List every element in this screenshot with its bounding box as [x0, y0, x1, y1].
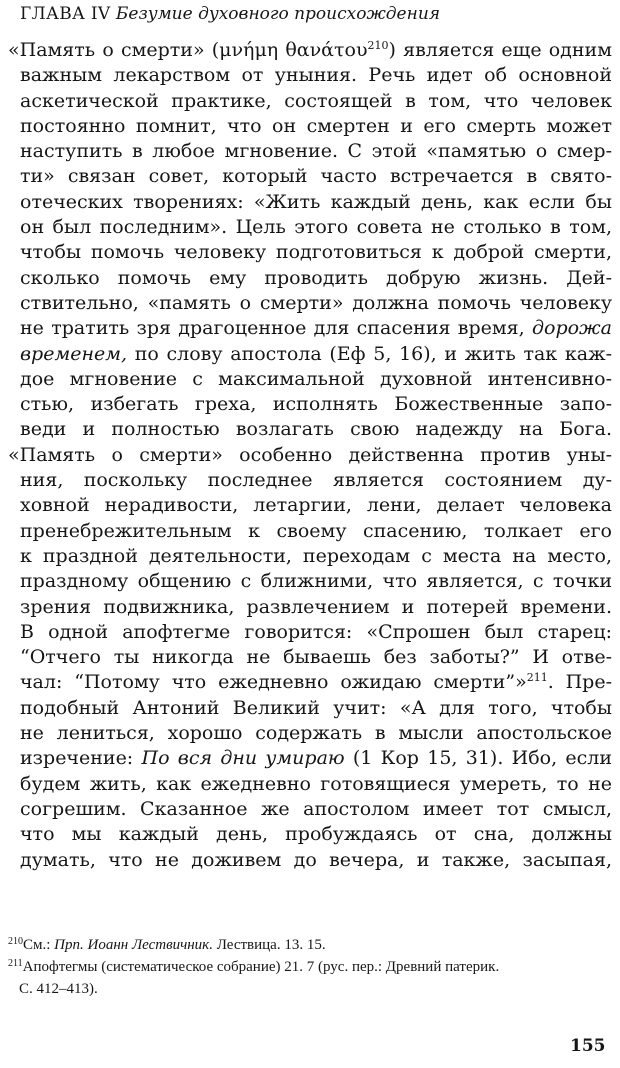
- footnotes: [8, 934, 612, 1000]
- text-line: чтобы помочь человеку подготовиться к доброй смерти,: [20, 241, 612, 264]
- text-line: будем жить, как ежедневно готовящиеся умереть, то не: [20, 772, 612, 795]
- text-line: сколько помочь ему проводить добрую жизнь. Дей-: [20, 266, 612, 289]
- text-line: думать, что не доживем до вечера, и также, засыпая,: [20, 848, 612, 871]
- text-line: временем, по слову апостола (Еф 5, 16), и жить так каж-: [20, 342, 612, 365]
- chapter-subtitle: Безумие духовного происхождения: [115, 4, 441, 24]
- text-line: подобный Антоний Великий учит: «А для того, чтобы: [20, 696, 612, 719]
- body-text: [8, 38, 612, 873]
- text-line: В одной апофтегме говорится: «Спрошен был старец:: [20, 620, 612, 643]
- text-line: зрения подвижника, развлечением и потерей времени.: [20, 595, 612, 618]
- text-line: что мы каждый день, пробуждаясь от сна, должны: [20, 823, 612, 846]
- note-ref: 210: [367, 39, 389, 52]
- text-line: веди и полностью возлагать свою надежду на Бога.: [20, 418, 612, 441]
- text-line: ния, поскольку последнее является состоянием ду-: [20, 469, 612, 492]
- text-line: согрешим. Сказанное же апостолом имеет тот смысл,: [20, 797, 612, 820]
- note-ref: 211: [526, 671, 548, 685]
- italic-phrase: временем,: [20, 342, 128, 365]
- text-line: дое мгновение с максимальной духовной интенсивно-: [20, 367, 612, 390]
- text-line: стью, избегать греха, исполнять Божественные запо-: [20, 393, 612, 416]
- text-line: не лениться, хорошо содержать в мысли апостольское: [20, 722, 612, 745]
- text-line: «Память о смерти» особенно действенна против уны-: [8, 443, 612, 466]
- footnote-211: $^{211}$Апофтегмы (систематическое собрание) 21. 7 (рус. пер.: Древний патерик.: [8, 958, 500, 975]
- text-line: аскетической практике, состоящей в том, что человек: [20, 89, 612, 112]
- page-number: 155: [570, 1036, 606, 1056]
- text-line: ховной нерадивости, летаргии, лени, делает человека: [20, 494, 612, 517]
- text-line: “Отчего ты никогда не бываешь без заботы?” И отве-: [20, 646, 612, 669]
- text-line: не тратить зря драгоценное для спасения время, дорожа: [20, 317, 612, 340]
- italic-phrase: дорожа: [531, 317, 612, 340]
- text-line: постоянно помнит, что он смертен и его смерть может: [20, 114, 612, 137]
- text-line: ствительно, «память о смерти» должна помочь человеку: [20, 291, 612, 314]
- footnote-211-continuation: С. 412–413).: [19, 981, 98, 997]
- text-line: пренебрежительным к своему спасению, толкает его: [20, 519, 612, 542]
- text-line: «Память о смерти» (μνήμη θανάτου$^{210}$) является еще одним: [8, 39, 612, 61]
- text-line: важным лекарством от уныния. Речь идет об основной: [20, 64, 612, 87]
- running-header: [20, 2, 610, 26]
- italic-phrase: По вся дни умираю: [141, 747, 345, 770]
- text-line: праздному общению с ближними, что является, с точки: [20, 570, 612, 593]
- text-line: наступить в любое мгновение. С этой «памятью о смер-: [20, 140, 612, 163]
- text-line: чал: “Потому что ежедневно ожидаю смерти”»$^{211}$. Пре-: [20, 671, 613, 694]
- text-line: отеческих творениях: «Жить каждый день, как если бы: [20, 190, 612, 213]
- text-line: изречение: По вся дни умираю (1 Кор 15, 31). Ибо, если: [20, 747, 612, 770]
- footnote-210: $^{210}$См.: Прп. Иоанн Лествичник. Лествица. 13. 15.: [8, 936, 326, 953]
- text-line: к праздной деятельности, переходам с места на место,: [20, 544, 612, 567]
- text-line: он был последним». Цель этого совета не столько в том,: [20, 216, 612, 239]
- text-line: ти» связан совет, который часто встречается в свято-: [20, 165, 612, 188]
- chapter-label: ГЛАВА IV: [20, 4, 111, 24]
